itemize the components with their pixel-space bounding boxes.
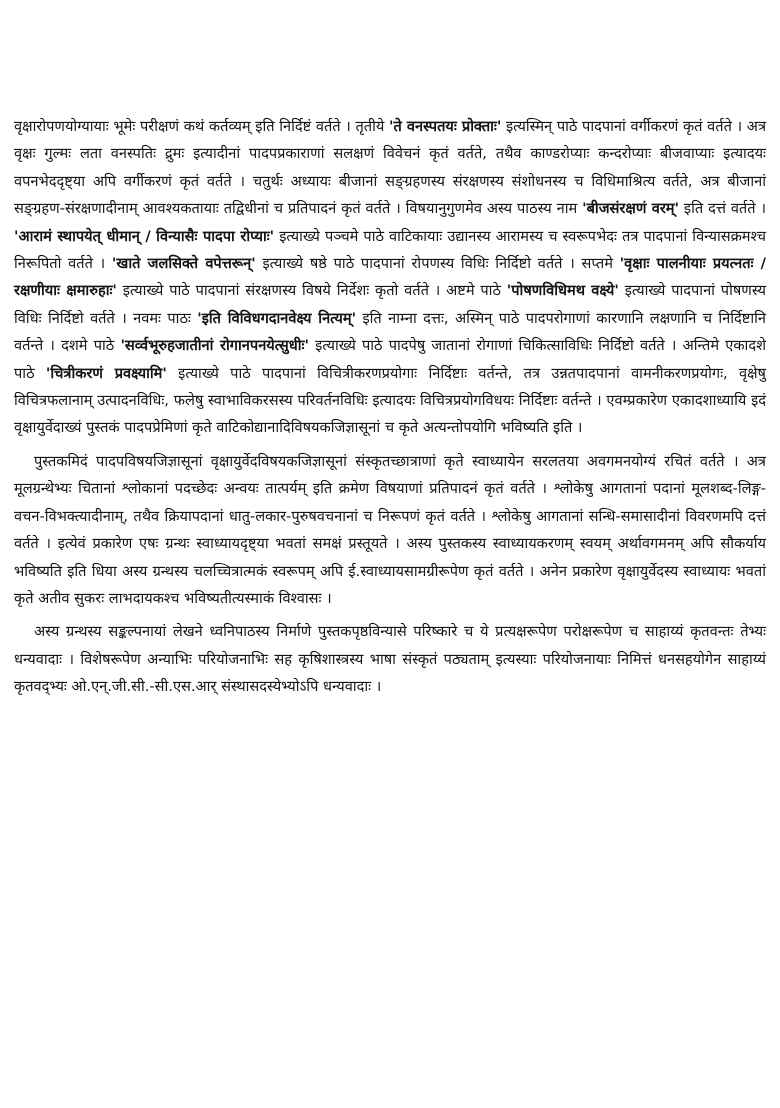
paragraph-2: [14, 448, 766, 612]
paragraph-1: [14, 113, 766, 442]
paragraph-3: [14, 618, 766, 700]
text-run: इत्याख्ये पञ्चमे पाठे वाटिकायाः उद्यानस्य आरामस्य च स्वरूपभेदः तत्र पादपानां विन्यासक्रमश्च निरूपितो वर्तते ।: [14, 227, 766, 273]
chapter-title: 'वृक्षाः पालनीयाः प्रयत्नतः / रक्षणीयाः क्षमारुहाः': [14, 255, 766, 300]
chapter-title: 'ते वनस्पतयः प्रोक्ताः': [389, 118, 502, 135]
chapter-title: 'खाते जलसिक्ते वपेत्तरून्': [111, 255, 256, 273]
text-run: इत्याख्ये पादपानां पोषणस्य विधिः निर्दिष्टो वर्तते । नवमः पाठः: [14, 282, 766, 327]
text-run: इति दत्तं वर्तते ।: [679, 200, 766, 218]
text-run: इति नाम्ना दत्तः, अस्मिन् पाठे पादपरोगाणां कारणानि लक्षणानि च निर्दिष्टानि वर्तन्ते । दशमे पाठे: [14, 309, 766, 355]
text-run: इत्याख्ये पाठे पादपानां संरक्षणस्य विषये निर्देशः कृतो वर्तते । अष्टमे पाठे: [116, 282, 507, 300]
text-run: इत्याख्ये पाठे पादपानां विचित्रीकरणप्रयोगाः निर्दिष्टाः वर्तन्ते, तत्र उन्नतपादपानां वामनीकरणप्रयोगः, वृक्षेषु विचित्रफलानाम् उत्पादनविधिः, फलेषु स्वाभाविकरसस्य परिवर्तनविधिः इत्यादयः विचित्रप्रयोगविधयः निर्दिष्टाः वर्तन्ते । एवम्प्रकारेण एकादशाध्यायि इदं वृक्षायुर्वेदाख्यं पुस्तकं पादपप्रेमिणां कृते वाटिकोद्यानादिविषयकजिज्ञासूनां च कृते अत्यन्तोपयोगि भविष्यति इति ।: [14, 364, 766, 437]
text-run: इत्याख्ये पाठे पादपेषु जातानां रोगाणां चिकित्साविधिः निर्दिष्टो वर्तते । अन्तिमे एकादशे पाठे: [14, 337, 766, 382]
text-run: इत्यस्मिन् पाठे पादपानां वर्गीकरणं कृतं वर्तते । अत्र वृक्षः गुल्मः लता वनस्पतिः द्रुमः इत्यादीनां पादपप्रकाराणां सलक्षणं विवेचनं कृतं वर्तते, तथैव काण्डरोप्याः कन्दरोप्याः बीजवाप्याः इत्यादयः वपनभेददृष्ट्या अपि वर्गीकरणं कृतं वर्तते । चतुर्थः अध्यायः बीजानां सङ्ग्रहणस्य संरक्षणस्य संशोधनस्य च विधिमाश्रित्य वर्तते, अत्र बीजानां सङ्ग्रहण-संरक्षणादीनाम् आवश्यकतायाः तद्विधीनां च प्रतिपादनं कृतं वर्तते । विषयानुगुणमेव अस्य पाठस्य नाम: [14, 118, 766, 218]
text-run: पुस्तकमिदं पादपविषयजिज्ञासूनां वृक्षायुर्वेदविषयकजिज्ञासूनां संस्कृतच्छात्राणां कृते स्वाध्यायेन सरलतया अवगमनयोग्यं रचितं वर्तते । अत्र मूलग्रन्थेभ्यः चितानां श्लोकानां पदच्छेदः अन्वयः तात्पर्यम् इति क्रमेण विषयाणां प्रतिपादनं कृतं वर्तते । श्लोकेषु आगतानां पदानां मूलशब्द-लिङ्ग-वचन-विभक्त्यादीनाम्, तथैव क्रियापदानां धातु-लकार-पुरुषवचनानां च निरूपणं कृतं वर्तते । श्लोकेषु आगतानां सन्धि-समासादीनां विवरणमपि दत्तं वर्तते । इत्येवं प्रकारेण एषः ग्रन्थः स्वाध्यायदृष्ट्या भवतां समक्षं प्रस्तूयते । अस्य पुस्तकस्य स्वाध्यायकरणम् स्वयम् अर्थावगमनम् अपि सौकर्याय भविष्यति इति धिया अस्य ग्रन्थस्य चलच्चित्रात्मकं स्वरूपम् अपि ई.स्वाध्यायसामग्रीरूपेण कृतं वर्तते । अनेन प्रकारेण वृक्षायुर्वेदस्य स्वाध्यायः भवतां कृते अतीव सुकरः लाभदायकश्च भविष्यतीत्यस्माकं विश्वासः ।: [14, 452, 766, 607]
chapter-title: 'बीजसंरक्षणं वरम्': [582, 200, 680, 218]
text-run: इत्याख्ये षष्ठे पाठे पादपानां रोपणस्य विधिः निर्दिष्टो वर्तते । सप्तमे: [255, 255, 620, 273]
chapter-title: 'पोषणविधिमथ वक्ष्ये': [506, 282, 619, 300]
chapter-title: 'आरामं स्थापयेत् धीमान् / विन्यासैः पादपा रोप्याः': [14, 227, 275, 245]
chapter-title: 'इति विविधगदानवेक्ष्य नित्यम्': [197, 309, 357, 327]
chapter-title: 'चित्रीकरणं प्रवक्ष्यामि': [45, 364, 167, 382]
text-run: अस्य ग्रन्थस्य सङ्कल्पनायां लेखने ध्वनिपाठस्य निर्माणे पुस्तकपृष्ठविन्यासे परिष्कारे च ये प्रत्यक्षरूपेण परोक्षरूपेण च साहाय्यं कृतवन्तः तेभ्यः धन्यवादाः । विशेषरूपेण अन्याभिः परियोजनाभिः सह कृषिशास्त्रस्य भाषा संस्कृतं पठ्यताम् इत्यस्याः परियोजनायाः निमित्तं धनसहयोगेन साहाय्यं कृतवद्भ्यः ओ.एन्.जी.सी.-सी.एस.आर् संस्थासदस्येभ्योऽपि धन्यवादाः ।: [14, 623, 766, 696]
body-text: [14, 113, 766, 701]
chapter-title: 'सर्व्वभूरुहजातीनां रोगानपनयेत्सुधीः': [120, 337, 309, 355]
text-run: वृक्षारोपणयोग्यायाः भूमेः परीक्षणं कथं कर्तव्यम् इति निर्दिष्टं वर्तते । तृतीये: [14, 118, 389, 135]
